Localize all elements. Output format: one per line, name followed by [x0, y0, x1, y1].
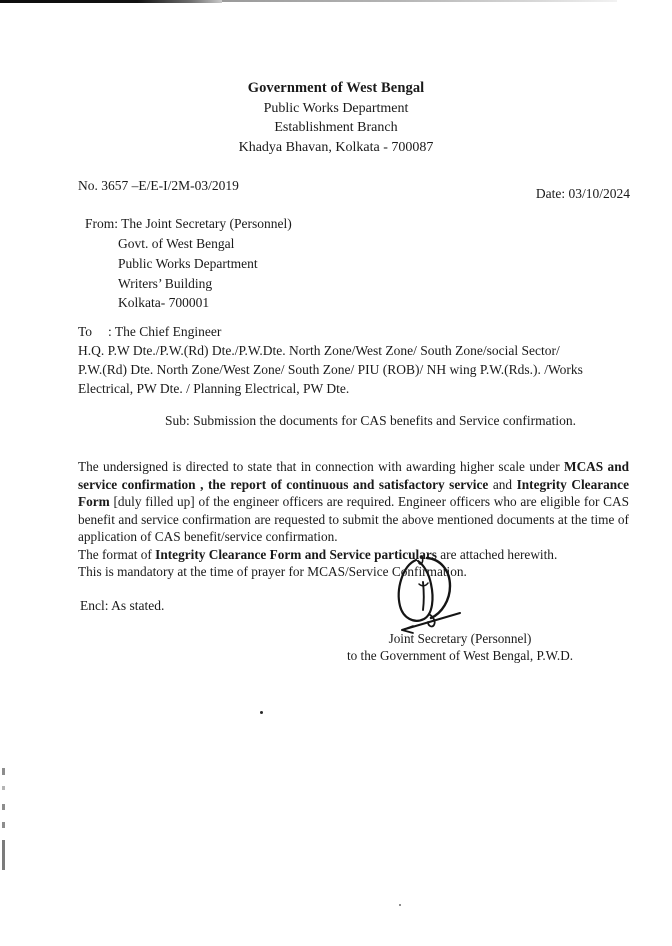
subject-line: Sub: Submission the documents for CAS benefits and Service confirmation.	[165, 413, 576, 428]
to-block	[78, 322, 634, 399]
from-address-line: Govt. of West Bengal	[118, 235, 235, 251]
body-segment: [duly filled up] of the engineer officers are required. Engineer officers who are eligible for CAS benefit and service confirmation are requested to submit the above mentioned documents at the time of application of CAS benefit/service confirmation.	[78, 494, 629, 545]
to-address-line: P.W.(Rd) Dte. North Zone/West Zone/ South Zone/ PIU (ROB)/ NH wing P.W.(Rds.). /Works	[78, 362, 583, 378]
from-label: From: The Joint Secretary (Personnel)	[85, 216, 292, 231]
designation-line: to the Government of West Bengal, P.W.D.	[346, 648, 574, 664]
from-address	[85, 234, 292, 313]
letterhead-department: Public Works Department	[263, 100, 409, 116]
body-segment: The format of	[78, 546, 156, 562]
memo-number: No. 3657 –E/E-I/2M-03/2019	[78, 178, 239, 193]
body-bold-segment: Integrity Clearance Form and Service particulars	[155, 546, 437, 562]
body-text	[78, 458, 629, 581]
body-paragraph-main	[78, 458, 629, 546]
scan-speck-artifact-lower	[399, 904, 401, 906]
from-address-line: Public Works Department	[118, 255, 258, 271]
to-address-line: H.Q. P.W Dte./P.W.(Rd) Dte./P.W.Dte. North Zone/West Zone/ South Zone/social Sector/	[78, 343, 560, 359]
body-segment: are attached herewith.	[436, 546, 558, 562]
body-segment: The undersigned is directed to state that in connection with awarding higher scale under	[78, 459, 565, 474]
letterhead-branch: Establishment Branch	[274, 120, 398, 136]
to-address	[78, 341, 634, 398]
body-bold-segment: MCAS and service confirmation , the report of continuous and satisfactory service	[78, 459, 629, 492]
enclosure-line: Encl: As stated.	[80, 598, 165, 613]
scan-edge-artifact-left	[2, 768, 6, 870]
from-address-line: Writers’ Building	[118, 275, 213, 291]
designation-line: Joint Secretary (Personnel)	[388, 631, 532, 646]
body-segment: and	[488, 476, 517, 492]
from-block	[85, 214, 292, 313]
memo-date: Date: 03/10/2024	[535, 186, 630, 201]
letterhead-organization: Government of West Bengal	[247, 80, 425, 96]
scan-edge-artifact-top	[0, 0, 222, 3]
handwritten-signature-icon	[386, 556, 482, 636]
body-paragraph-format	[78, 546, 629, 564]
to-recipient: : The Chief Engineer	[108, 324, 222, 339]
scan-speck-artifact	[260, 711, 263, 714]
letterhead-address: Khadya Bhavan, Kolkata - 700087	[238, 140, 434, 156]
to-address-line: Electrical, PW Dte. / Planning Electrical, PW Dte.	[78, 381, 350, 397]
from-address-line: Kolkata- 700001	[118, 295, 210, 311]
signature-designation	[290, 630, 630, 665]
to-recipient-line	[78, 322, 634, 341]
body-paragraph-mandatory: This is mandatory at the time of prayer for MCAS/Service Confirmation.	[78, 564, 467, 580]
body-bold-segment: Integrity Clearance Form	[78, 476, 629, 510]
letterhead	[0, 78, 672, 158]
to-label: To	[78, 324, 93, 339]
scan-edge-artifact-top-faint	[222, 0, 617, 2]
